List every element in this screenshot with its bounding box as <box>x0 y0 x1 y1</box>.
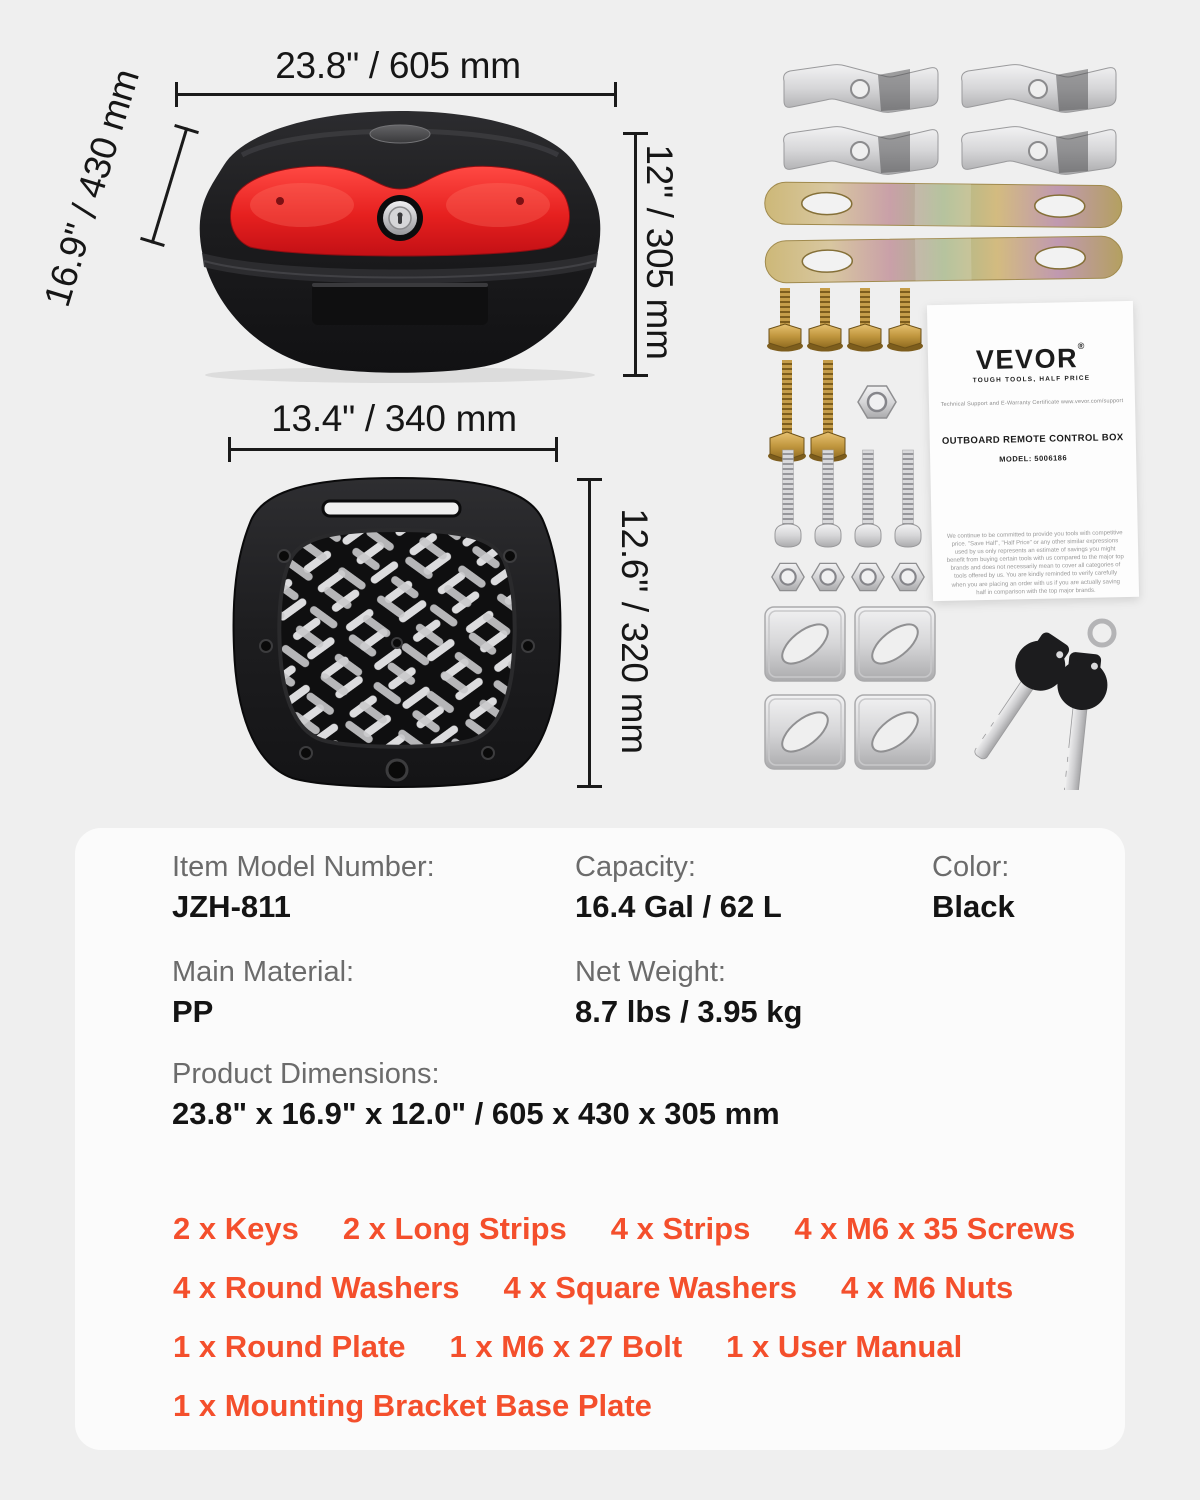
reflector-sheen-left <box>250 183 354 227</box>
case-lock <box>377 195 423 241</box>
registered-trademark-mark: ® <box>1077 340 1086 352</box>
baseplate-height-dimension-label: 12.6" / 320 mm <box>614 508 655 754</box>
strip-clip-graphic <box>784 127 938 175</box>
included-item: 1 x Mounting Bracket Base Plate <box>173 1388 652 1423</box>
manual-product-title: OUTBOARD REMOTE CONTROL BOX <box>941 432 1124 447</box>
topcase-width-dimension-line <box>175 93 617 96</box>
included-item: 1 x M6 x 27 Bolt <box>449 1329 683 1364</box>
top-case-photo <box>172 103 628 385</box>
m6-flange-bolts <box>767 288 923 352</box>
material-value: PP <box>172 994 214 1029</box>
topcase-height-dimension-line <box>634 132 637 377</box>
baseplate-width-dimension-line <box>228 448 558 451</box>
included-items-line-4 <box>173 1388 652 1424</box>
included-item: 4 x M6 x 35 Screws <box>794 1211 1076 1246</box>
flange-bolt-graphic <box>887 288 923 352</box>
item-model-label: Item Model Number: <box>172 851 435 883</box>
topcase-width-dimension-label: 23.8" / 605 mm <box>275 45 521 86</box>
hex-nut-graphic <box>852 563 884 590</box>
reflector-dot-left <box>276 197 284 205</box>
spec-panel <box>75 828 1125 1450</box>
strip-clip-graphic <box>962 65 1116 113</box>
included-item: 4 x Round Washers <box>173 1270 460 1305</box>
case-recess-edge <box>312 283 488 287</box>
machine-screw-graphic <box>855 450 881 547</box>
long-strips <box>765 182 1123 283</box>
included-item: 1 x Round Plate <box>173 1329 406 1364</box>
m6-long-bolts-and-nut <box>768 360 896 462</box>
included-item: 4 x M6 Nuts <box>841 1270 1014 1305</box>
item-model-value: JZH-811 <box>172 889 291 924</box>
long-bolt-graphic <box>809 360 847 462</box>
manual-fine-print: We continue to be committed to provide you tools with competitive price. "Save Half", "Half Price" or any other similar expressions used by us only represents an estimate of savings you might benefit from buying certain tools with us compared to the major top brands and does not necessarily mean to cover all categories of tools offered by us. You are kindly reminded to verify carefully when you are placing an order with us if you are actually saving half in comparison with the top major brands. <box>946 530 1124 596</box>
manual-tagline: TOUGH TOOLS, HALF PRICE <box>972 374 1091 385</box>
long-strip-graphic <box>765 236 1123 283</box>
reflector-sheen-right <box>446 183 550 227</box>
hex-nut-graphic <box>772 563 804 590</box>
capacity-value: 16.4 Gal / 62 L <box>575 889 782 924</box>
machine-screw-graphic <box>775 450 801 547</box>
base-plate-photo <box>222 468 572 798</box>
included-items-line-3 <box>173 1329 962 1365</box>
hex-nut-graphic <box>858 386 896 418</box>
included-items-line-2 <box>173 1270 1013 1306</box>
machine-screw-graphic <box>895 450 921 547</box>
strip-clip-graphic <box>962 127 1116 175</box>
topcase-height-dimension-label: 12" / 305 mm <box>639 144 680 360</box>
metal-strip-clips <box>784 65 1116 175</box>
case-brand-badge <box>370 125 430 143</box>
manual-model-line: MODEL: 5006186 <box>999 453 1068 464</box>
capacity-label: Capacity: <box>575 851 696 883</box>
key-graphic <box>958 625 1079 771</box>
long-bolt-graphic <box>768 360 806 462</box>
included-item: 2 x Keys <box>173 1211 299 1246</box>
manual-support-line: Technical Support and E-Warranty Certificate www.vevor.com/support <box>940 398 1124 408</box>
included-item: 4 x Square Washers <box>503 1270 798 1305</box>
hex-nut-graphic <box>892 563 924 590</box>
included-items-line-1 <box>173 1211 1075 1247</box>
square-washers <box>765 607 935 769</box>
weight-value: 8.7 lbs / 3.95 kg <box>575 994 803 1029</box>
m6-nuts <box>772 563 924 590</box>
baseplate-width-dimension-label: 13.4" / 340 mm <box>271 398 517 439</box>
long-strip-graphic <box>765 182 1122 228</box>
strip-clip-graphic <box>784 65 938 113</box>
case-recess <box>312 283 488 325</box>
reflector-dot-right <box>516 197 524 205</box>
flange-bolt-graphic <box>807 288 843 352</box>
square-washer-graphic <box>765 695 845 769</box>
square-washer-graphic <box>855 695 935 769</box>
square-washer-graphic <box>855 607 935 681</box>
m6x35-screws <box>775 450 921 547</box>
topcase-depth-dimension-label: 16.9" / 430 mm <box>36 64 148 312</box>
included-item: 4 x Strips <box>610 1211 751 1246</box>
keys <box>958 621 1114 790</box>
manual-brand-logo: VEVOR® <box>975 340 1086 376</box>
baseplate-height-dimension-line <box>588 478 591 788</box>
dimensions-value: 23.8" x 16.9" x 12.0" / 605 x 430 x 305 mm <box>172 1096 780 1131</box>
flange-bolt-graphic <box>767 288 803 352</box>
hex-nut-graphic <box>812 563 844 590</box>
color-value: Black <box>932 889 1015 924</box>
dimensions-label: Product Dimensions: <box>172 1058 440 1090</box>
material-label: Main Material: <box>172 956 355 988</box>
color-label: Color: <box>932 851 1010 883</box>
machine-screw-graphic <box>815 450 841 547</box>
square-washer-graphic <box>765 607 845 681</box>
user-manual-card <box>927 301 1139 601</box>
included-item: 2 x Long Strips <box>342 1211 567 1246</box>
flange-bolt-graphic <box>847 288 883 352</box>
plate-handle-slot <box>323 501 460 516</box>
included-item: 1 x User Manual <box>726 1329 963 1364</box>
weight-label: Net Weight: <box>575 956 726 988</box>
key-ring-graphic <box>1090 621 1114 645</box>
